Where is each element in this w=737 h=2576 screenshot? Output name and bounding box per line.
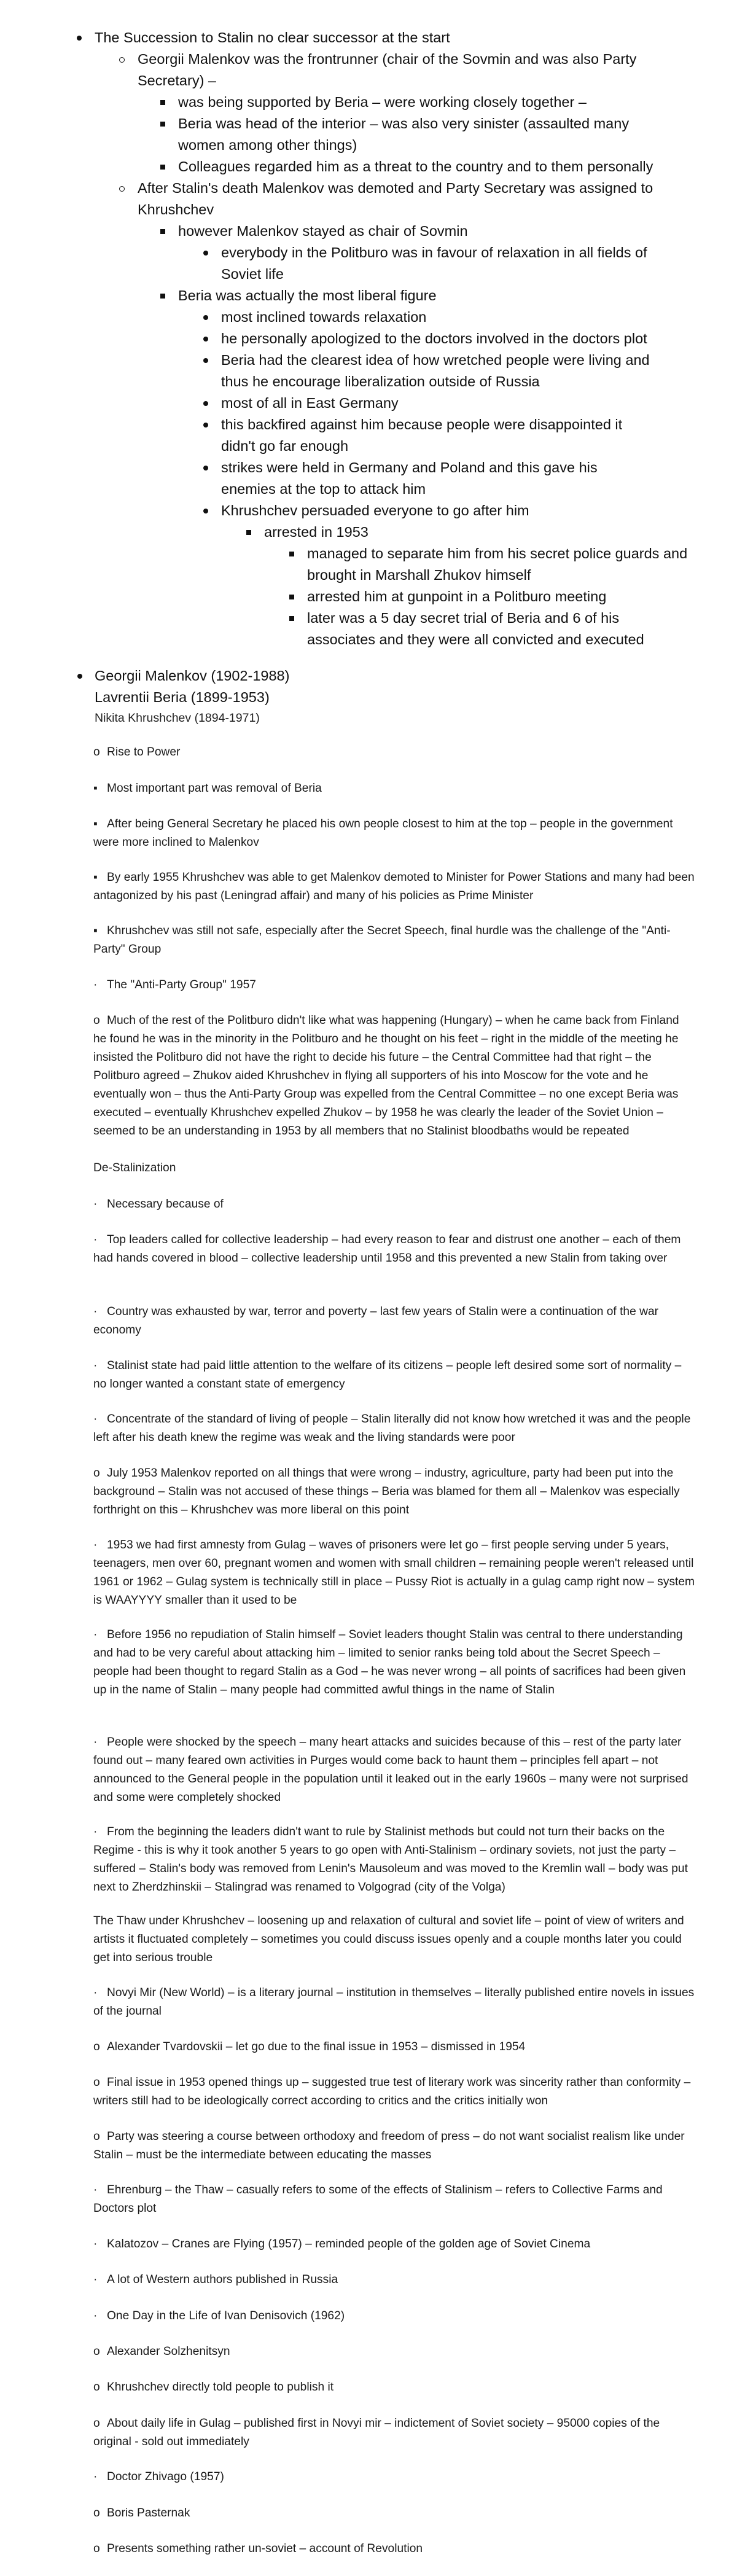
note-paragraph: · The "Anti-Party Group" 1957 xyxy=(93,978,256,991)
note-paragraph: ▪ By early 1955 Khrushchev was able to get Malenkov demoted to Minister for Power Stations and many had been antagonized by his past (Leningrad affair) and many of his policies as Prime Minister xyxy=(93,871,695,902)
outline-item: he personally apologized to the doctors involved in the doctors plot xyxy=(221,328,688,349)
outline-item: Colleagues regarded him as a threat to the country and to them personally xyxy=(178,156,669,178)
note-paragraph: o Alexander Solzhenitsyn xyxy=(93,2345,230,2358)
note-paragraph: · Concentrate of the standard of living of people – Stalin literally did not know how wretched it was and the people left after his death knew the regime was weak and the living standards were poor xyxy=(93,1413,691,1444)
bullet-square-icon xyxy=(246,530,251,535)
bullet-square-icon xyxy=(160,165,165,170)
outline-item: Beria had the clearest idea of how wretched people were living and thus he encourage liberalization outside of Russia xyxy=(221,349,651,392)
section-heading: De-Stalinization xyxy=(93,1161,176,1174)
bullet-circle-icon xyxy=(119,186,125,192)
leader-malenkov: Georgii Malenkov (1902-1988) xyxy=(95,668,290,684)
outline-item: everybody in the Politburo was in favour of relaxation in all fields of Soviet life xyxy=(221,242,651,285)
leader-khrushchev: Nikita Khrushchev (1894-1971) xyxy=(95,711,260,725)
note-paragraph: o July 1953 Malenkov reported on all things that were wrong – industry, agriculture, party had been put into the background – Stalin was not accused of these things – Beria was blamed for them all – Malenkov was especially forthright on this – Khrushchev was more liberal on this point xyxy=(93,1467,680,1516)
note-paragraph: o Presents something rather un-soviet – account of Revolution xyxy=(93,2542,423,2555)
note-paragraph: o Boris Pasternak xyxy=(93,2507,190,2519)
note-paragraph: ▪ Khrushchev was still not safe, especially after the Secret Speech, final hurdle was the challenge of the "Anti-Party" Group xyxy=(93,924,671,956)
outline-item: Khrushchev persuaded everyone to go after him xyxy=(221,500,651,521)
outline-item: this backfired against him because people were disappointed it didn't go far enough xyxy=(221,414,651,457)
bullet-disc-icon xyxy=(203,315,208,320)
note-paragraph: · From the beginning the leaders didn't want to rule by Stalinist methods but could not turn their backs on the Regime - this is why it took another 5 years to go open with Anti-Stalinism – ordinary soviets, not just the party – suffered – Stalin's body was removed from Lenin's Mausoleum and was moved to the Kremlin wall – body was put next to Zherdzhinskii – Stalingrad was renamed to Volgograd (city of the Volga) xyxy=(93,1825,688,1894)
bullet-disc-icon xyxy=(203,251,208,256)
outline-item: arrested him at gunpoint in a Politburo meeting xyxy=(307,586,688,607)
outline-item: however Malenkov stayed as chair of Sovmin xyxy=(178,221,669,242)
outline-item: Beria was actually the most liberal figure xyxy=(178,285,669,306)
note-paragraph: o Khrushchev directly told people to publish it xyxy=(93,2381,334,2394)
note-paragraph: · One Day in the Life of Ivan Denisovich (1962) xyxy=(93,2309,345,2322)
bullet-disc-icon xyxy=(77,36,82,41)
note-paragraph: o Rise to Power xyxy=(93,746,181,759)
bullet-disc-icon xyxy=(203,423,208,427)
note-paragraph: · Country was exhausted by war, terror and poverty – last few years of Stalin were a continuation of the war economy xyxy=(93,1305,659,1337)
section-heading: The Thaw under Khrushchev – loosening up and relaxation of cultural and soviet life – point of view of writers and artists it fluctuated completely – sometimes you could discuss issues openly and a couple months later you could get into serious trouble xyxy=(93,1914,684,1964)
note-paragraph: · Doctor Zhivago (1957) xyxy=(93,2470,224,2483)
outline-item: managed to separate him from his secret police guards and brought in Marshall Zhukov himself xyxy=(307,543,688,586)
bullet-disc-icon xyxy=(203,509,208,513)
note-paragraph: o About daily life in Gulag – published first in Novyi mir – indictement of Soviet society – 95000 copies of the original - sold out immediately xyxy=(93,2417,660,2448)
bullet-square-icon xyxy=(289,595,294,599)
bullet-circle-icon xyxy=(119,57,125,63)
outline-item: After Stalin's death Malenkov was demoted and Party Secretary was assigned to Khrushchev xyxy=(138,178,678,221)
outline-item: Beria was head of the interior – was also very sinister (assaulted many women among other things) xyxy=(178,113,645,156)
bullet-square-icon xyxy=(289,552,294,556)
outline-item: strikes were held in Germany and Poland and this gave his enemies at the top to attack him xyxy=(221,457,651,500)
bullet-disc-icon xyxy=(203,358,208,363)
bullet-disc-icon xyxy=(203,466,208,470)
bullet-disc-icon xyxy=(203,401,208,406)
outline-item: arrested in 1953 xyxy=(264,521,663,543)
outline-item: later was a 5 day secret trial of Beria and 6 of his associates and they were all convicted and executed xyxy=(307,607,651,650)
note-paragraph: o Alexander Tvardovskii – let go due to the final issue in 1953 – dismissed in 1954 xyxy=(93,2040,526,2053)
note-paragraph: · Kalatozov – Cranes are Flying (1957) – reminded people of the golden age of Soviet Cinema xyxy=(93,2238,591,2250)
note-paragraph: · Necessary because of xyxy=(93,1198,224,1211)
note-paragraph: · Stalinist state had paid little attention to the welfare of its citizens – people left desired some sort of normality – no longer wanted a constant state of emergency xyxy=(93,1359,682,1391)
note-paragraph: o Party was steering a course between orthodoxy and freedom of press – do not want socialist realism like under Stalin – must be the intermediate between educating the masses xyxy=(93,2130,685,2161)
bullet-square-icon xyxy=(160,122,165,127)
outline-item: Georgii Malenkov was the frontrunner (chair of the Sovmin and was also Party Secretary) – xyxy=(138,49,666,92)
bullet-square-icon xyxy=(160,100,165,105)
note-paragraph: · Top leaders called for collective leadership – had every reason to fear and distrust one another – each of them had hands covered in blood – collective leadership until 1958 and this prevented a new Stalin from taking over xyxy=(93,1233,681,1265)
note-paragraph: · People were shocked by the speech – many heart attacks and suicides because of this – rest of the party later found out – many feared own activities in Purges would come back to haunt them – principles fell apart – not announced to the General people in the population until it leaked out in the early 1960s – many were not surprised and some were completely shocked xyxy=(93,1736,688,1804)
bullet-square-icon xyxy=(160,229,165,234)
note-paragraph: · 1953 we had first amnesty from Gulag – waves of prisoners were let go – first people serving under 5 years, teenagers, men over 60, pregnant women and women with small children – remaining people weren't released until 1961 or 1962 – Gulag system is technically still in place – Pussy Riot is actually in a gulag camp right now – system is WAAYYYY smaller than it used to be xyxy=(93,1539,695,1607)
note-paragraph: · A lot of Western authors published in Russia xyxy=(93,2273,338,2286)
note-paragraph: ▪ Most important part was removal of Beria xyxy=(93,782,322,795)
leader-beria: Lavrentii Beria (1899-1953) xyxy=(95,689,270,705)
outline-item: most of all in East Germany xyxy=(221,392,651,414)
bullet-square-icon xyxy=(289,616,294,621)
outline-item: The Succession to Stalin no clear successor at the start xyxy=(95,27,647,49)
bullet-square-icon xyxy=(160,294,165,299)
note-paragraph: o Final issue in 1953 opened things up – suggested true test of literary work was sincerity rather than conformity – writers still had to be ideologically correct according to critics and the critics initially won xyxy=(93,2076,691,2107)
bullet-disc-icon xyxy=(203,337,208,342)
note-paragraph: · Before 1956 no repudiation of Stalin himself – Soviet leaders thought Stalin was central to there understanding and had to be very careful about attacking him – limited to senior ranks being told about the Secret Speech – people had been thought to regard Stalin as a God – he was never wrong – all points of sacrifices had been given up in the name of Stalin – many people had committed awful things in the name of Stalin xyxy=(93,1628,686,1696)
bullet-disc-icon xyxy=(77,674,82,679)
note-paragraph: · Ehrenburg – the Thaw – casually refers to some of the effects of Stalinism – refers to Collective Farms and Doctors plot xyxy=(93,2184,663,2215)
note-paragraph: ▪ After being General Secretary he placed his own people closest to him at the top – people in the government were more inclined to Malenkov xyxy=(93,818,673,849)
note-paragraph: · Novyi Mir (New World) – is a literary journal – institution in themselves – literally published entire novels in issues of the journal xyxy=(93,1986,695,2018)
note-paragraph: o Much of the rest of the Politburo didn't like what was happening (Hungary) – when he came back from Finland he found he was in the minority in the Politburo and he thought on his feet – right in the middle of the meeting he insisted the Politburo did not have the right to decide his future – the Central Committee had that right – the Politburo agreed – Zhukov aided Khrushchev in flying all supporters of his into Moscow for the vote and he eventually won – thus the Anti-Party Group was expelled from the Central Committee – no one except Beria was executed – eventually Khrushchev expelled Zhukov – by 1958 he was clearly the leader of the Soviet Union – seemed to be an understanding in 1953 by all members that no Stalinist bloodbaths would be repeated xyxy=(93,1014,679,1138)
outline-item: was being supported by Beria – were working closely together – xyxy=(178,92,669,113)
outline-item: most inclined towards relaxation xyxy=(221,306,663,328)
